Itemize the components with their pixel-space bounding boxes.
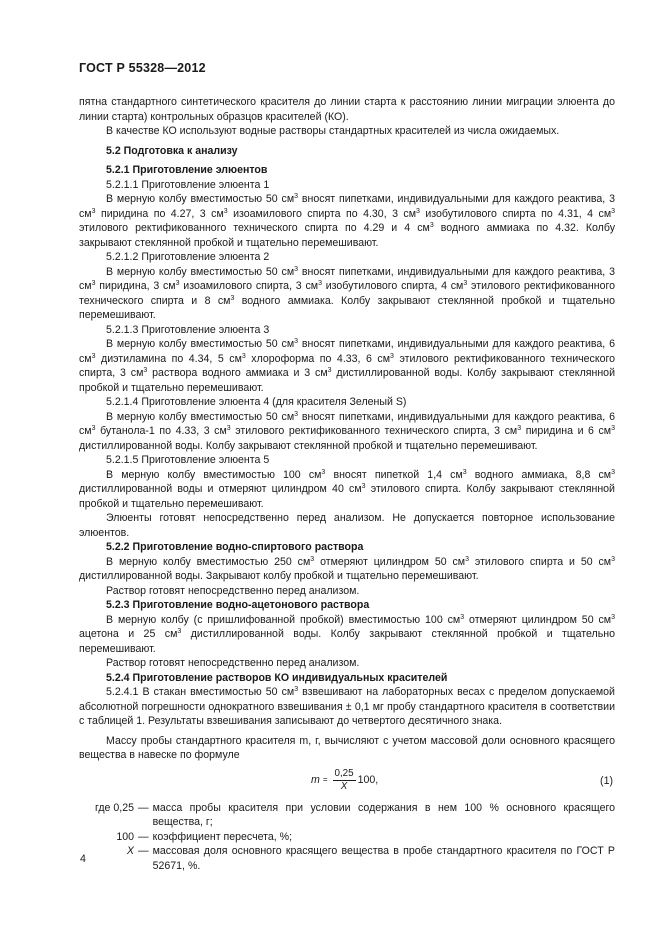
formula-lhs: m (311, 774, 320, 787)
paragraph-eluent-2: В мерную колбу вместимостью 50 $см^3$ вносят пипетками, индивидуальными для каждого реактива, 3 $см^3$ пиридина, 3 $см^3$ изоамилового спирта, 3 $см^3$ изобутилового спирта, 4 $см^3$ этилового ректификованного технического спирта и 8 $см^3$ водного аммиака. Колбу закрывают стеклянной пробкой и тщательно перемешивают. (79, 265, 615, 321)
subsection-heading-5-2-1-3: 5.2.1.3 Приготовление элюента 3 (106, 323, 270, 336)
section-heading-5-2-2: 5.2.2 Приготовление водно-спиртового раствора (106, 541, 364, 553)
formula-expression (311, 767, 378, 795)
paragraph-eluent-4: В мерную колбу вместимостью 50 $см^3$ вносят пипетками, индивидуальными для каждого реактива, 6 $см^3$ бутанола-1 по 4.33, 3 $см^3$ этилового ректификованного технического спирта, 3 $см^3$ пиридина и 6 $см^3$ дистиллированной воды. Колбу закрывают стеклянной пробкой и тщательно перемешивают. (79, 410, 615, 452)
formula-denominator: X (340, 781, 348, 792)
definition-symbol: 100 (116, 830, 134, 843)
formula-fraction (333, 768, 356, 793)
paragraph-eluent-1: В мерную колбу вместимостью 50 $см^3$ вносят пипетками, индивидуальными для каждого реактива, 3 $см^3$ пиридина по 4.27, 3 $см^3$ изоамилового спирта по 4.30, 3 $см^3$ изобутилового спирта по 4.31, 4 $см^3$ этилового ректификованного технического спирта по 4.29 и 4 $см^3$ водного аммиака по 4.32. Колбу закрывают стеклянной пробкой и тщательно перемешивают. (79, 193, 616, 249)
definition-symbol: X (126, 845, 134, 857)
subsection-heading-5-2-1-1: 5.2.1.1 Приготовление элюента 1 (106, 178, 270, 191)
document-header: ГОСТ Р 55328—2012 (79, 61, 206, 75)
paragraph-eluent-3: В мерную колбу вместимостью 50 $см^3$ вносят пипетками, индивидуальными для каждого реактива, 6 $см^3$ диэтиламина по 4.34, 5 $см^3$ хлороформа по 4.33, 6 $см^3$ этилового ректификованного технического спирта, 3 $см^3$ раствора водного аммиака и 3 $см^3$ дистиллированной воды. Колбу закрывают стеклянной пробкой и тщательно перемешивают. (79, 338, 615, 394)
subsection-heading-5-2-1-5: 5.2.1.5 Приготовление элюента 5 (106, 454, 270, 466)
paragraph-water-acetone: В мерную колбу (с пришлифованной пробкой) вместимостью 100 $см^3$ отмеряют цилиндром 50 $см^3$ ацетона и 25 $см^3$ дистиллированной воды. Колбу закрывают стеклянной пробкой и тщательно перемешивают. (79, 613, 615, 655)
paragraph-eluents-note: Элюенты готовят непосредственно перед анализом. Не допускается повторное использование элюентов. (79, 512, 615, 539)
definition-item (79, 844, 615, 873)
definition-text: масса пробы красителя при условии содержания в нем 100 % основного красящего вещества, г; (152, 801, 615, 828)
subsection-heading-5-2-1-4: 5.2.1.4 Приготовление элюента 4 (для красителя Зеленый S) (106, 396, 407, 408)
section-heading-5-2-4: 5.2.4 Приготовление растворов КО индивидуальных красителей (106, 671, 448, 684)
paragraph: пятна стандартного синтетического красителя до линии старта к расстоянию линии миграции элюента до линии старта) контрольных образцов красителей (КО). (79, 96, 615, 123)
definition-text: массовая доля основного красящего вещества в пробе стандартного красителя по ГОСТ Р 52671, %. (152, 845, 615, 872)
definition-list (79, 801, 615, 874)
formula-number: (1) (600, 774, 613, 787)
where-word: где (94, 801, 111, 814)
definition-symbol (79, 801, 134, 830)
section-heading-5-2: 5.2 Подготовка к анализу (106, 144, 238, 157)
paragraph-eluent-5: В мерную колбу вместимостью 100 $см^3$ вносят пипеткой 1,4 $см^3$ водного аммиака, 8,8 $см^3$ дистиллированной воды и отмеряют цилиндром 40 $см^3$ этилового спирта. Колбу закрывают стеклянной пробкой и тщательно перемешивают. (79, 468, 615, 510)
definition-item (79, 830, 615, 845)
formula-factor: 100, (357, 774, 379, 787)
definition-dash: — (138, 801, 149, 814)
paragraph: В качестве КО используют водные растворы стандартных красителей из числа ожидаемых. (106, 125, 560, 137)
definition-dash: — (138, 830, 149, 843)
paragraph-prepare-note: Раствор готовят непосредственно перед анализом. (106, 657, 360, 669)
paragraph-weighing: 5.2.4.1 В стакан вместимостью 50 $см^3$ взвешивают на лабораторных весах с пределом допускаемой абсолютной погрешности однократного взвешивания ± 0,1 мг пробу стандартного красителя в соответствии с таблицей 1. Результаты взвешивания записывают до четвертого десятичного знака. (79, 686, 615, 727)
formula-1 (79, 767, 615, 795)
section-heading-5-2-1: 5.2.1 Приготовление элюентов (106, 164, 268, 176)
formula-numerator: 0,25 (334, 768, 354, 779)
paragraph-mass-intro: Массу пробы стандартного красителя m, г, вычисляют с учетом массовой доли основного красящего вещества в навеске по формуле (79, 734, 615, 761)
formula-equals: = (322, 775, 328, 785)
paragraph-water-alcohol: В мерную колбу вместимостью 250 $см^3$ отмеряют цилиндром 50 $см^3$ этилового спирта и 50 $см^3$ дистиллированной воды. Закрывают колбу пробкой и тщательно перемешивают. (79, 555, 615, 582)
definition-symbol-value: 0,25 (113, 801, 134, 814)
definition-dash: — (138, 845, 149, 857)
definition-item (79, 801, 615, 830)
definition-text: коэффициент пересчета, %; (152, 830, 293, 843)
subsection-heading-5-2-1-2: 5.2.1.2 Приготовление элюента 2 (106, 251, 270, 263)
paragraph-prepare-note: Раствор готовят непосредственно перед анализом. (106, 584, 360, 597)
section-heading-5-2-3: 5.2.3 Приготовление водно-ацетонового раствора (106, 599, 370, 611)
page-number: 4 (80, 853, 86, 865)
document-body (79, 95, 615, 873)
